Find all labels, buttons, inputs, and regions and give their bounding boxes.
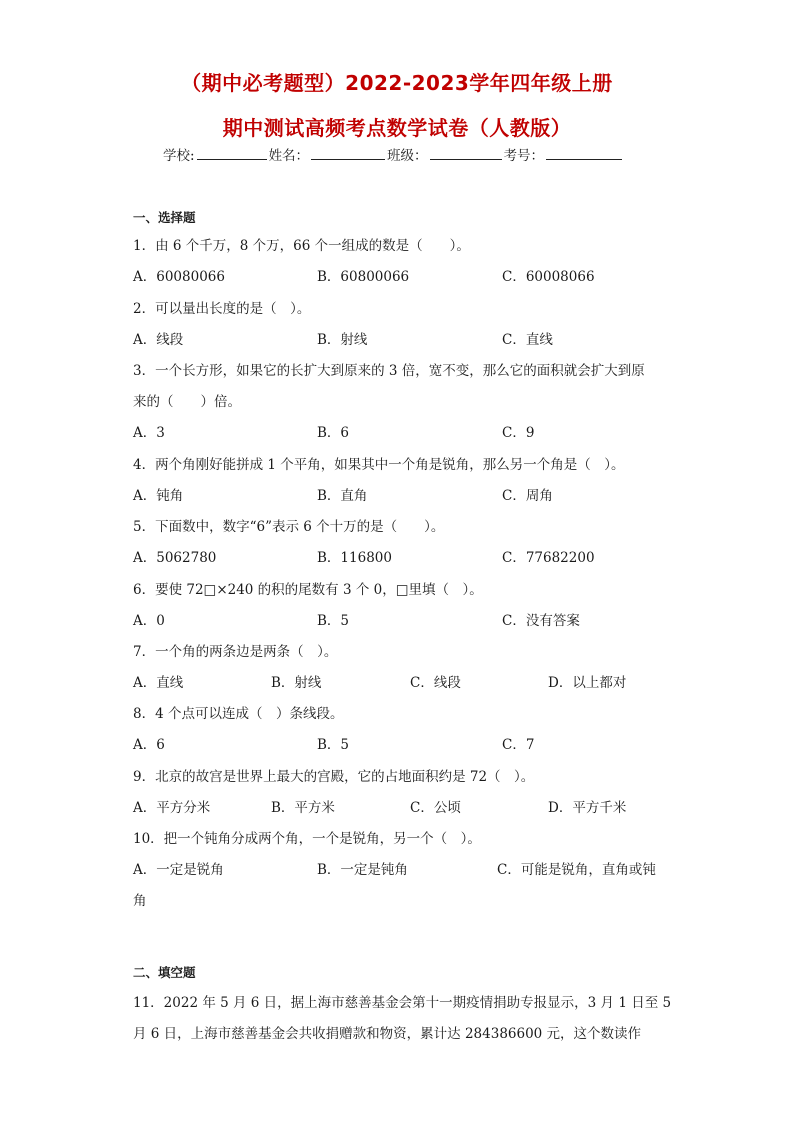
q3-option-a: A．3 (133, 425, 165, 441)
school-label: 学校: (163, 148, 195, 164)
q2-option-c: C．直线 (502, 332, 553, 348)
title-line-2: 期中测试高频考点数学试卷（人教版） (222, 116, 572, 140)
class-blank[interactable] (430, 147, 502, 160)
q6-option-b: B．5 (317, 613, 350, 629)
name-blank[interactable] (311, 147, 385, 160)
name-label: 姓名： (268, 148, 310, 164)
q9-option-b: B．平方米 (271, 800, 335, 816)
q6-option-c: C．没有答案 (502, 613, 580, 629)
q2-option-b: B．射线 (317, 332, 368, 348)
q1-option-b: B．60800066 (317, 269, 410, 285)
q5-option-a: A．5062780 (133, 550, 217, 566)
class-label: 班级： (387, 148, 428, 164)
question-4: 4．两个角刚好能拼成 1 个平角，如果其中一个角是锐角，那么另一个角是（ ）。 (133, 457, 625, 473)
q4-option-c: C．周角 (502, 488, 553, 504)
q8-option-a: A．6 (133, 737, 165, 753)
q5-option-b: B．116800 (317, 550, 392, 566)
q8-option-c: C．7 (502, 737, 535, 753)
question-11-line-2: 月 6 日，上海市慈善基金会共收捐赠款和物资，累计达 284386600 元，这个数读作 (133, 1026, 642, 1042)
question-1: 1．由 6 个千万，8 个万，66 个一组成的数是（ ）。 (133, 238, 470, 254)
q4-option-b: B．直角 (317, 488, 368, 504)
q9-option-d: D．平方千米 (548, 800, 627, 816)
q5-option-c: C．77682200 (502, 550, 595, 566)
q1-option-c: C．60008066 (502, 269, 595, 285)
question-3-line-2: 来的（ ）倍。 (133, 394, 241, 410)
question-10: 10．把一个钝角分成两个角，一个是锐角，另一个（ ）。 (133, 831, 481, 847)
q8-option-b: B．5 (317, 737, 350, 753)
question-2: 2．可以量出长度的是（ ）。 (133, 301, 311, 317)
q10-option-c-continued: 角 (133, 893, 147, 909)
q1-option-a: A．60080066 (133, 269, 225, 285)
q4-option-a: A．钝角 (133, 488, 184, 504)
question-5: 5．下面数中，数字“6”表示 6 个十万的是（ ）。 (133, 519, 445, 535)
student-info-row (163, 144, 624, 164)
q6-option-a: A．0 (133, 613, 165, 629)
q9-option-c: C．公顷 (410, 800, 461, 816)
q9-option-a: A．平方分米 (133, 800, 211, 816)
q10-option-a: A．一定是锐角 (133, 862, 224, 878)
title-line-1: （期中必考题型）2022-2023学年四年级上册 (181, 71, 613, 95)
id-label: 考号： (503, 148, 545, 164)
q10-option-b: B．一定是钝角 (317, 862, 408, 878)
question-6: 6．要使 72□×240 的积的尾数有 3 个 0，□里填（ ）。 (133, 582, 483, 598)
id-blank[interactable] (546, 147, 622, 160)
q7-option-c: C．线段 (410, 675, 461, 691)
section-heading-choice: 一、选择题 (133, 210, 196, 225)
section-heading-fill: 二、填空题 (133, 965, 196, 980)
school-blank[interactable] (197, 147, 267, 160)
q3-option-c: C．9 (502, 425, 535, 441)
question-7: 7．一个角的两条边是两条（ ）。 (133, 644, 338, 660)
question-3-line-1: 3．一个长方形，如果它的长扩大到原来的 3 倍，宽不变，那么它的面积就会扩大到原 (133, 363, 645, 379)
question-11-line-1: 11．2022 年 5 月 6 日，据上海市慈善基金会第十一期疫情捐助专报显示，3 月 1 日至 5 (133, 995, 672, 1011)
q7-option-a: A．直线 (133, 675, 184, 691)
q7-option-d: D．以上都对 (548, 675, 627, 691)
question-8: 8．4 个点可以连成（ ）条线段。 (133, 706, 344, 722)
q7-option-b: B．射线 (271, 675, 322, 691)
q2-option-a: A．线段 (133, 332, 184, 348)
question-9: 9．北京的故宫是世界上最大的宫殿，它的占地面积约是 72（ ）。 (133, 769, 535, 785)
q10-option-c: C．可能是锐角，直角或钝 (497, 862, 656, 878)
q3-option-b: B．6 (317, 425, 350, 441)
